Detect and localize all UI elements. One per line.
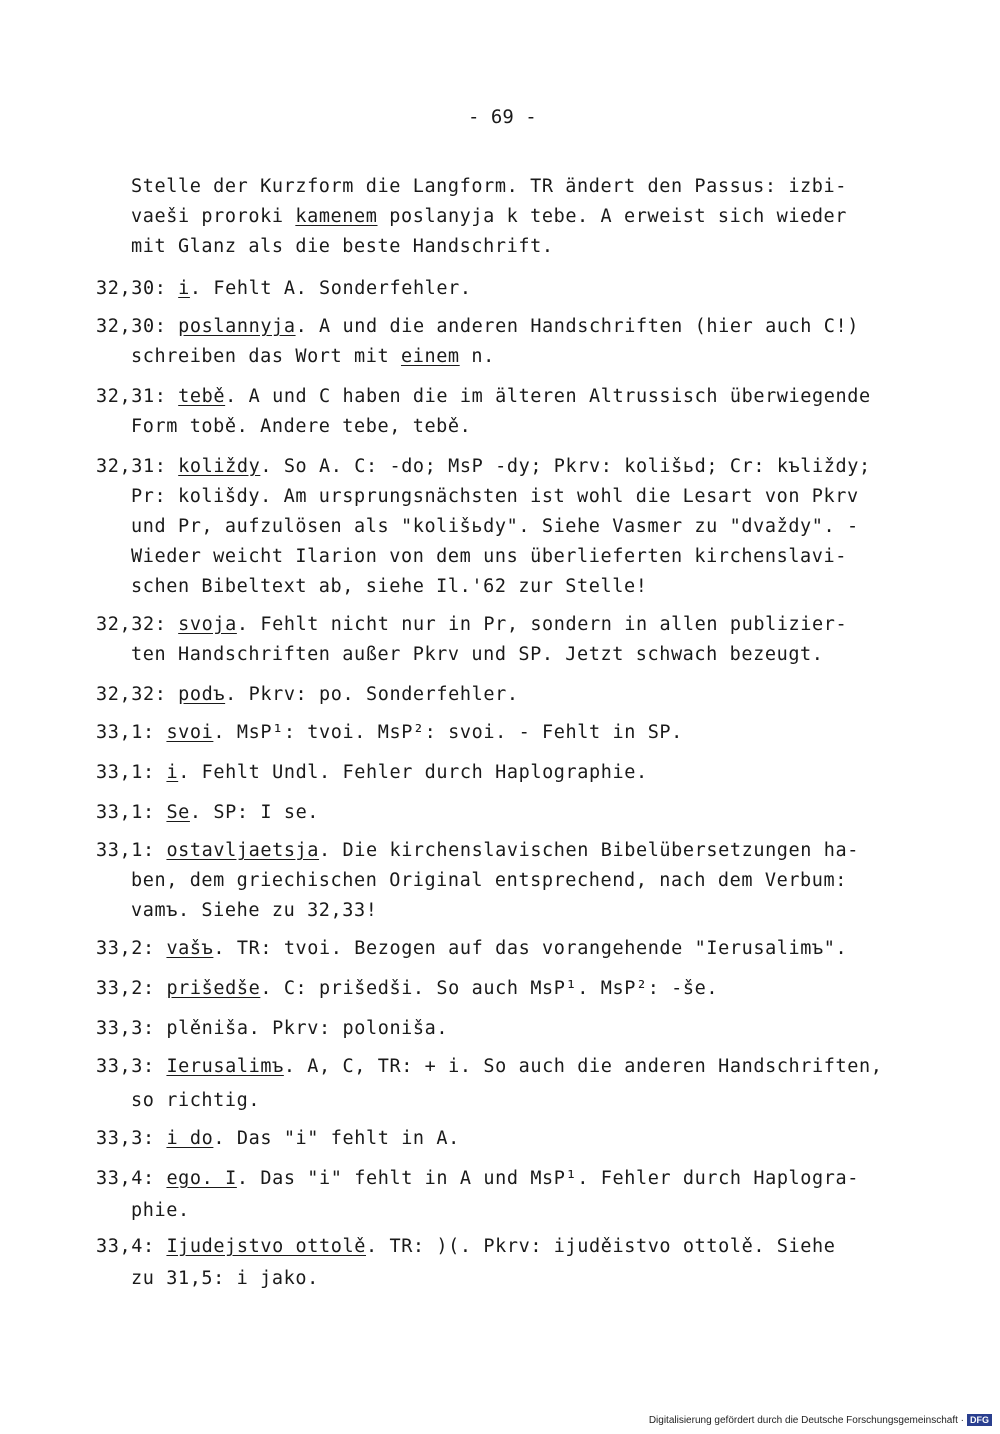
text-segment: schen Bibeltext ab, siehe Il.'62 zur Stelle! (131, 576, 648, 597)
underlined-lemma: Ierusalimъ (166, 1056, 284, 1077)
underlined-lemma: Se (166, 802, 190, 823)
underlined-lemma: i (178, 278, 190, 299)
underlined-lemma: i (166, 762, 179, 783)
text-line (131, 176, 847, 197)
text-segment: Stelle der Kurzform die Langform. TR ändert den Passus: izbi- (131, 176, 848, 197)
underlined-lemma: Ijudejstvo ottolě (166, 1236, 366, 1257)
text-segment: ben, dem griechischen Original entsprechend, nach dem Verbum: (131, 870, 848, 891)
text-segment: poslanyja k tebe. A erweist sich wieder (377, 206, 848, 227)
text-line (96, 802, 319, 823)
underlined-lemma: svoi (166, 722, 214, 743)
text-line (131, 206, 847, 227)
text-line (131, 346, 495, 367)
text-line (131, 236, 554, 257)
underlined-lemma: poslannyja (178, 316, 296, 337)
text-segment: . A und die anderen Handschriften (hier auch C!) (295, 316, 859, 337)
text-line (96, 1168, 859, 1189)
text-segment: . Fehlt A. Sonderfehler. (189, 278, 472, 299)
text-line (131, 900, 378, 921)
footer-credit (649, 1414, 992, 1426)
text-line (96, 1018, 448, 1039)
text-line (131, 516, 859, 537)
text-segment: 33,2: (96, 978, 167, 999)
text-segment: n. (459, 346, 495, 367)
text-line (96, 1128, 460, 1149)
text-segment: 33,1: (96, 840, 167, 861)
text-line (96, 722, 683, 743)
text-line (96, 978, 718, 999)
text-line (131, 546, 847, 567)
underlined-lemma: i do (166, 1128, 214, 1149)
text-line (96, 762, 648, 783)
text-segment: . A, C, TR: + i. So auch die anderen Handschriften, (283, 1056, 883, 1077)
text-segment: . So A. C: -do; MsP -dy; Pkrv: kolišьd; Cr: kъliždy; (260, 456, 871, 477)
text-segment: 33,4: (96, 1168, 167, 1189)
text-segment: . Fehlt Undl. Fehler durch Haplographie. (178, 762, 648, 783)
text-segment: zu 31,5: i jako. (131, 1268, 319, 1289)
text-segment: Wieder weicht Ilarion von dem uns überlieferten kirchenslavi- (131, 546, 848, 567)
text-segment: . TR: tvoi. Bezogen auf das vorangehende "Ierusalimъ". (213, 938, 848, 959)
underlined-lemma: ego. I (166, 1168, 237, 1189)
text-segment: 33,3: (96, 1056, 167, 1077)
text-line (96, 386, 871, 407)
text-segment: Pr: kolišdy. Am ursprungsnächsten ist wohl die Lesart von Pkrv (131, 486, 859, 507)
underlined-lemma: podъ (178, 684, 226, 705)
text-segment: . TR: )(. Pkrv: ijuděistvo ottolě. Siehe (365, 1236, 836, 1257)
text-segment: 32,30: (96, 278, 179, 299)
text-line (96, 938, 847, 959)
text-segment: 32,31: (96, 456, 179, 477)
underlined-lemma: prišedše (166, 978, 261, 999)
underlined-lemma: svoja (178, 614, 237, 635)
text-segment: 32,32: (96, 614, 179, 635)
text-line (131, 416, 471, 437)
text-segment: vaeši proroki (131, 206, 296, 227)
text-segment: 33,1: (96, 722, 167, 743)
text-segment: 32,32: (96, 684, 179, 705)
text-line (96, 316, 859, 337)
text-segment: 32,30: (96, 316, 179, 337)
text-segment: 33,3: (96, 1128, 167, 1149)
text-segment: 33,2: (96, 938, 167, 959)
footer-text: Digitalisierung gefördert durch die Deutsche Forschungsgemeinschaft · (648, 1414, 964, 1426)
text-segment: 32,31: (96, 386, 179, 407)
text-line (96, 278, 472, 299)
underlined-lemma: einem (400, 346, 460, 367)
text-line (131, 1268, 319, 1289)
text-line (131, 1200, 190, 1221)
text-line (96, 614, 847, 635)
underlined-lemma: vašъ (166, 938, 214, 959)
dfg-logo-icon: DFG (967, 1414, 992, 1426)
text-line (131, 644, 824, 665)
text-segment: 33,4: (96, 1236, 167, 1257)
underlined-lemma: tebě (178, 386, 226, 407)
text-line (131, 1090, 260, 1111)
text-segment: mit Glanz als die beste Handschrift. (131, 236, 554, 257)
text-line (96, 1236, 836, 1257)
text-segment: phie. (131, 1200, 190, 1221)
text-segment: . MsP¹: tvoi. MsP²: svoi. - Fehlt in SP. (213, 722, 683, 743)
text-segment: Form tobě. Andere tebe, tebě. (131, 416, 472, 437)
text-segment: . Das "i" fehlt in A. (213, 1128, 460, 1149)
text-segment: 33,1: (96, 802, 167, 823)
text-line (131, 486, 859, 507)
text-line (96, 684, 519, 705)
text-segment: . Pkrv: po. Sonderfehler. (225, 684, 519, 705)
text-segment: . C: prišedši. So auch MsP¹. MsP²: -še. (260, 978, 719, 999)
text-segment: vamъ. Siehe zu 32,33! (131, 900, 378, 921)
text-line (96, 456, 871, 477)
text-segment: . Das "i" fehlt in A und MsP¹. Fehler durch Haplogra- (236, 1168, 859, 1189)
text-segment: . A und C haben die im älteren Altrussisch überwiegende (225, 386, 871, 407)
underlined-lemma: ostavljaetsja (166, 840, 320, 861)
text-line (131, 576, 647, 597)
underlined-lemma: kamenem (295, 206, 378, 227)
text-line (96, 1056, 882, 1077)
text-segment: schreiben das Wort mit (131, 346, 401, 367)
text-segment: 33,3: plěniša. Pkrv: poloniša. (96, 1018, 449, 1039)
text-segment: 33,1: (96, 762, 167, 783)
text-segment: und Pr, aufzulösen als "kolišьdy". Siehe Vasmer zu "dvaždy". - (131, 516, 859, 537)
text-line (131, 870, 847, 891)
text-segment: ten Handschriften außer Pkrv und SP. Jetzt schwach bezeugt. (131, 644, 824, 665)
text-segment: so richtig. (131, 1090, 261, 1111)
page-number: - 69 - (468, 106, 537, 128)
text-segment: . Fehlt nicht nur in Pr, sondern in allen publizier- (236, 614, 848, 635)
underlined-lemma: koliždy (178, 456, 261, 477)
text-segment: . SP: I se. (189, 802, 320, 823)
text-segment: . Die kirchenslavischen Bibelübersetzungen ha- (319, 840, 859, 861)
text-line (96, 840, 859, 861)
